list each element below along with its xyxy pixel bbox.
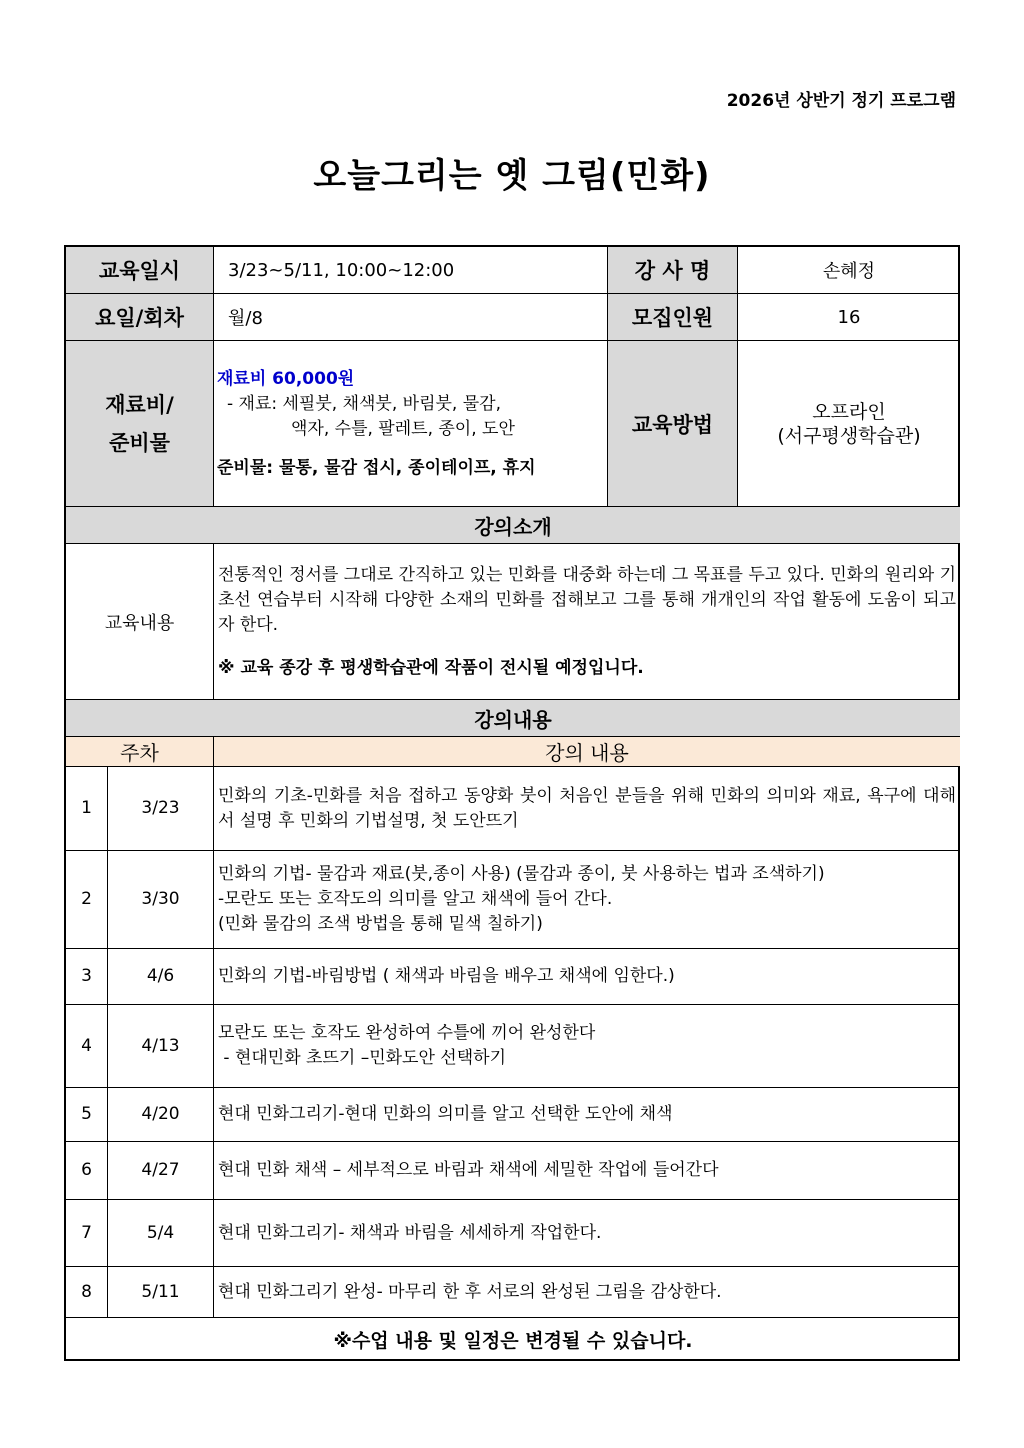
schedule-value: 3/23~5/11, 10:00~12:00 [214,247,608,294]
week-content [214,1267,960,1318]
week-date: 5/4 [108,1200,214,1267]
week-number: 4 [66,1005,108,1088]
materials-label [66,341,214,507]
week-content [214,767,960,851]
document-title: 오늘그리는 옛 그림(민화) [313,156,711,196]
week-number: 5 [66,1088,108,1142]
week-content [214,1142,960,1200]
content-column-header: 강의 내용 [214,737,960,767]
week-content-line: 모란도 또는 호작도 완성하여 수틀에 끼어 완성한다 [218,1023,596,1043]
week-content-line: 현대 민화 채색 – 세부적으로 바림과 채색에 세밀한 작업에 들어간다 [218,1160,719,1180]
week-number: 6 [66,1142,108,1200]
week-content [214,1005,960,1088]
week-content [214,1088,960,1142]
week-number: 3 [66,949,108,1005]
materials-label-line-2: 준비물 [109,430,170,455]
method-value-line-2: (서구평생학습관) [777,424,921,447]
intro-description: 전통적인 정서를 그대로 간직하고 있는 민화를 대중화 하는데 그 목표를 두고 있다. 민화의 원리와 기초선 연습부터 시작해 다양한 소재의 민화를 접해보고 그를 통해 개개인의 작업 활동에 도움이 되고자 한다. [218,564,956,635]
week-content [214,1200,960,1267]
day-session-label: 요일/회차 [66,294,214,341]
program-table [64,245,960,1361]
method-value [738,341,960,507]
exhibition-note: ※ 교육 종강 후 평생학습관에 작품이 전시될 예정입니다. [218,657,644,678]
materials-list-line-1: - 재료: 세필붓, 채색붓, 바림붓, 물감, [227,393,501,414]
week-content-line: -모란도 또는 호작도의 의미를 알고 채색에 들어 간다. [218,889,613,909]
week-date: 3/23 [108,767,214,851]
content-label: 교육내용 [66,544,214,700]
week-number: 7 [66,1200,108,1267]
instructor-label: 강 사 명 [608,247,738,294]
program-header-note: 2026년 상반기 정기 프로그램 [726,91,956,111]
week-content-line: - 현대민화 초뜨기 –민화도안 선택하기 [218,1048,506,1068]
intro-content [214,544,960,700]
week-date: 4/6 [108,949,214,1005]
week-content-line: 현대 민화그리기- 채색과 바림을 세세하게 작업한다. [218,1222,602,1243]
material-fee: 재료비 60,000원 [217,368,355,389]
curriculum-section-title: 강의내용 [66,700,960,737]
week-date: 3/30 [108,851,214,949]
week-number: 8 [66,1267,108,1318]
instructor-value: 손혜정 [738,247,960,294]
week-number: 2 [66,851,108,949]
week-content [214,851,960,949]
week-date: 5/11 [108,1267,214,1318]
schedule-label: 교육일시 [66,247,214,294]
week-content-line: 민화의 기초-민화를 처음 접하고 동양화 붓이 처음인 분들을 위해 민화의 의미와 재료, 욕구에 대해서 설명 후 민화의 기법설명, 첫 도안뜨기 [218,785,956,831]
capacity-label: 모집인원 [608,294,738,341]
method-value-line-1: 오프라인 [812,400,886,423]
preparation-items: 준비물: 물통, 물감 접시, 종이테이프, 휴지 [217,457,536,478]
capacity-value: 16 [738,294,960,341]
week-column-header: 주차 [66,737,214,767]
schedule-change-note: ※수업 내용 및 일정은 변경될 수 있습니다. [333,1330,693,1352]
materials-label-line-1: 재료비/ [105,392,174,417]
week-date: 4/20 [108,1088,214,1142]
week-date: 4/27 [108,1142,214,1200]
materials-value [214,341,608,507]
week-date: 4/13 [108,1005,214,1088]
method-label: 교육방법 [608,341,738,507]
week-content [214,949,960,1005]
week-content-line: 민화의 기법-바림방법 ( 채색과 바림을 배우고 채색에 임한다.) [218,966,675,986]
week-content-line: (민화 물감의 조색 방법을 통해 밑색 칠하기) [218,914,543,934]
week-number: 1 [66,767,108,851]
week-content-line: 현대 민화그리기-현대 민화의 의미를 알고 선택한 도안에 채색 [218,1104,673,1124]
materials-list-line-2: 액자, 수틀, 팔레트, 종이, 도안 [291,418,515,439]
day-session-value: 월/8 [214,294,608,341]
week-content-line: 민화의 기법- 물감과 재료(붓,종이 사용) (물감과 종이, 붓 사용하는 법과 조색하기) [218,864,825,884]
week-content-line: 현대 민화그리기 완성- 마무리 한 후 서로의 완성된 그림을 감상한다. [218,1281,722,1302]
intro-section-title: 강의소개 [66,507,960,544]
